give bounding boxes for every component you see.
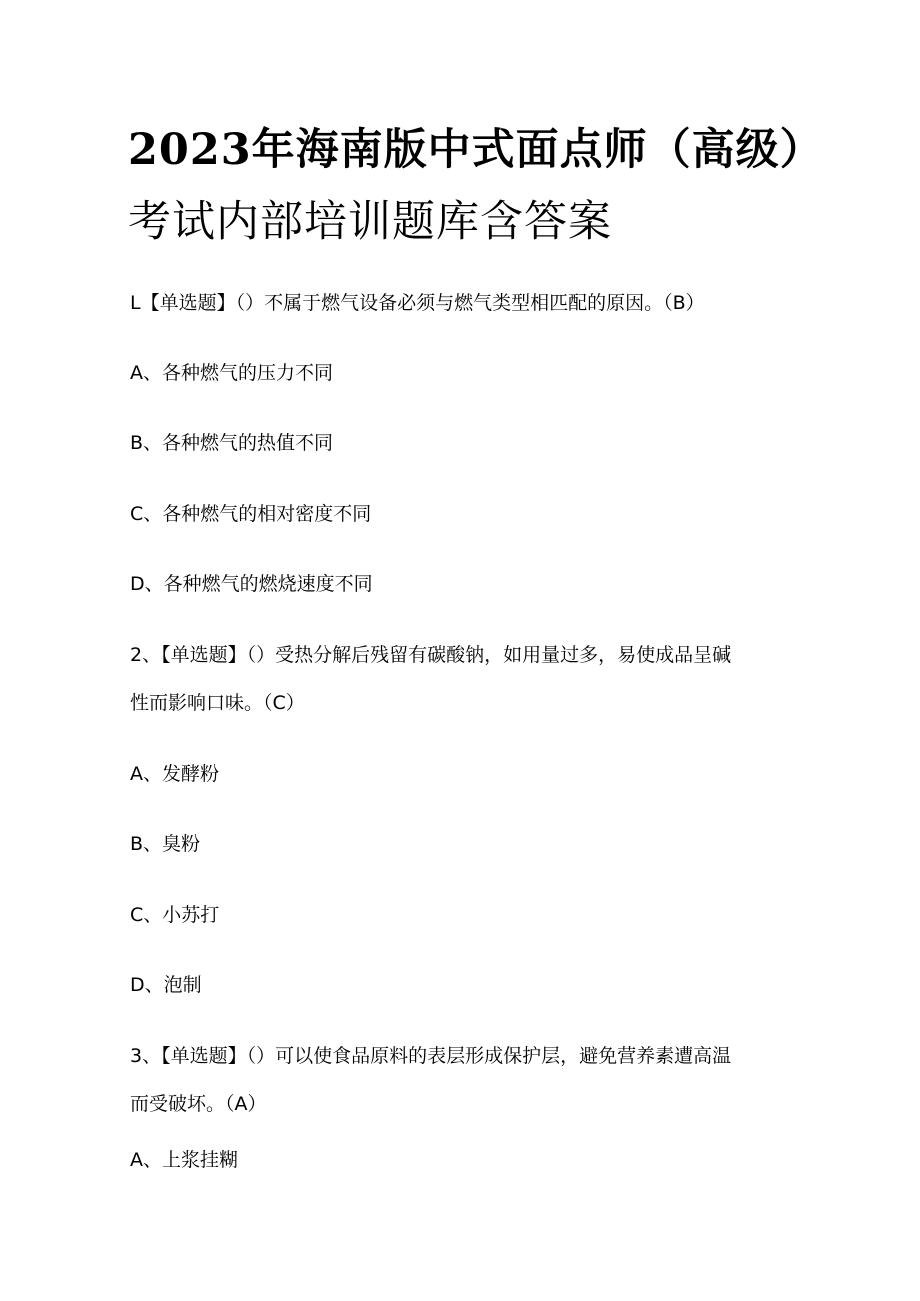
question-1-option-a: A、各种燃气的压力不同 (130, 362, 333, 384)
question-2-stem-line-2: 性而影响口味。（C） (130, 692, 305, 714)
question-1-option-b: B、各种燃气的热值不同 (130, 432, 334, 454)
question-1-option-d: D、各种燃气的燃烧速度不同 (130, 573, 373, 595)
question-2-stem-line-1: 2、【单选题】（）受热分解后残留有碳酸钠，如用量过多，易使成品呈碱 (130, 644, 732, 666)
document-title-line-1: 2023年海南版中式面点师（高级） (128, 125, 824, 175)
document-title-line-2: 考试内部培训题库含答案 (128, 197, 612, 247)
question-2-option-c: C、小苏打 (130, 904, 220, 926)
question-2-option-b: B、臭粉 (130, 833, 201, 855)
question-1-stem: L【单选题】（）不属于燃气设备必须与燃气类型相匹配的原因。（B） (130, 292, 705, 314)
question-2-option-a: A、发酵粉 (130, 763, 219, 785)
question-3-stem-line-1: 3、【单选题】（）可以使食品原料的表层形成保护层，避免营养素遭高温 (130, 1045, 732, 1067)
question-1-option-c: C、各种燃气的相对密度不同 (130, 503, 372, 525)
question-3-stem-line-2: 而受破坏。（A） (130, 1093, 267, 1115)
question-3-option-a: A、上浆挂糊 (130, 1149, 238, 1171)
question-2-option-d: D、泡制 (130, 974, 202, 996)
